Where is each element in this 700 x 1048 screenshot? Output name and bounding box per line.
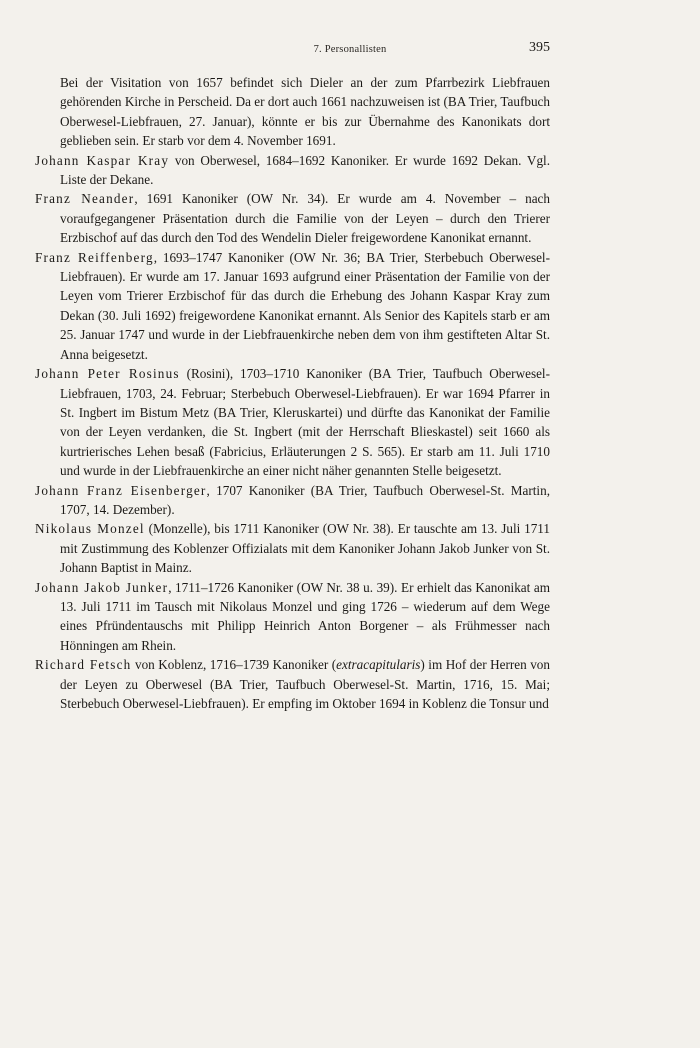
entry-text: , 1691 Kanoniker (OW Nr. 34). Er wurde am 4. November – nach voraufgegangener Präsentation durch die Familie von der Leyen – durch den Trierer Erzbischof auf das durch den Tod des Wendelin Dieler freigewordene Kanonikat ernannt. [60,191,550,246]
entry-text: , 1707 Kanoniker (BA Trier, Taufbuch Oberwesel-St. Martin, 1707, 14. Dezember). [60,482,550,517]
entry-name: Franz Neander [35,191,135,207]
entry-text: (Monzelle), bis 1711 Kanoniker (OW Nr. 38). Er tauschte am 13. Juli 1711 mit Zustimmung des Koblenzer Offizialats mit dem Kanoniker Johann Jakob Junker von St. Johann Baptist in Mainz. [60,521,550,576]
entry-name: Johann Jakob Junker [35,579,169,595]
entry-name: Franz Reiffenberg [35,249,154,265]
entry-fetsch [35,655,550,713]
running-title: 7. Personallisten [313,44,387,55]
entry-text: von Oberwesel, 1684–1692 Kanoniker. Er wurde 1692 Dekan. Vgl. Liste der Dekane. [60,152,551,188]
italic-term: extracapitularis [336,657,421,673]
entry-reiffenberg [35,248,550,364]
entry-neander [35,189,550,247]
entry-name: Johann Peter Rosinus [35,366,180,382]
page-number: 395 [529,40,550,55]
entry-eisenberger [35,481,550,520]
entry-name: Johann Kaspar Kray [35,152,170,168]
entry-junker [35,578,550,656]
entry-text: , 1711–1726 Kanoniker (OW Nr. 38 u. 39). Er erhielt das Kanonikat am 13. Juli 1711 im Tausch mit Nikolaus Monzel und ging 1726 – wiederum auf dem Wege eines Pfründentauschs mit Philipp Heinrich Anton Borgener – als Frühmesser nach Hönningen am Rhein. [60,579,550,653]
entry-text: , 1693–1747 Kanoniker (OW Nr. 36; BA Trier, Sterbebuch Oberwesel-Liebfrauen). Er wurde am 17. Januar 1693 aufgrund einer Präsentation der Familie von der Leyen vom Trierer Erzbischof für das durch die Erhebung des Johann Kaspar Kray zum Dekan (30. Juli 1692) freigewordene Kanonikat ernannt. Als Senior des Kapitels starb er am 25. Januar 1747 und wurde in der Liebfrauenkirche neben dem von ihm gestifteten Altar St. Anna beigesetzt. [60,249,550,362]
entry-text: Bei der Visitation von 1657 befindet sich Dieler an der zum Pfarrbezirk Liebfrauen gehörenden Kirche in Perscheid. Da er dort auch 1661 nachzuweisen ist (BA Trier, Taufbuch Oberwesel-Liebfrauen, 27. Januar), könnte er bis zur Übernahme des Kanonikats dort geblieben sein. Er starb vor dem 4. November 1691. [60,75,550,149]
entry-kray [35,151,550,190]
entry-rosinus [35,364,550,480]
entry-name: Nikolaus Monzel [35,521,145,537]
paragraph-continuation [35,73,550,151]
entry-monzel [35,519,550,577]
entry-name: Johann Franz Eisenberger [35,482,207,498]
entry-name: Richard Fetsch [35,657,132,673]
entry-text: (Rosini), 1703–1710 Kanoniker (BA Trier, Taufbuch Oberwesel-Liebfrauen, 1703, 24. Februar; Sterbebuch Oberwesel-Liebfrauen). Er war 1694 Pfarrer in St. Ingbert im Bistum Metz (BA Trier, Kleruskartei) und dürfte das Kanonikat der Familie von der Leyen verdanken, die St. Ingbert (mit der Herrschaft Blieskastel) seit 1660 als kurtrierisches Lehen besaß (Fabricius, Erläuterungen 2 S. 565). Er starb am 11. Juli 1710 und wurde in der Liebfrauenkirche an einer nicht näher genannten Stelle beigesetzt. [60,366,550,479]
page-body [35,73,550,713]
entry-text: ) im Hof der Herren von der Leyen zu Oberwesel (BA Trier, Taufbuch Oberwesel-St. Martin, 1716, 15. Mai; Sterbebuch Oberwesel-Liebfrauen). Er empfing im Oktober 1694 in Koblenz die Tonsur und [60,657,550,711]
entry-text-before-italic: von Koblenz, 1716–1739 Kanoniker ( [131,657,337,673]
